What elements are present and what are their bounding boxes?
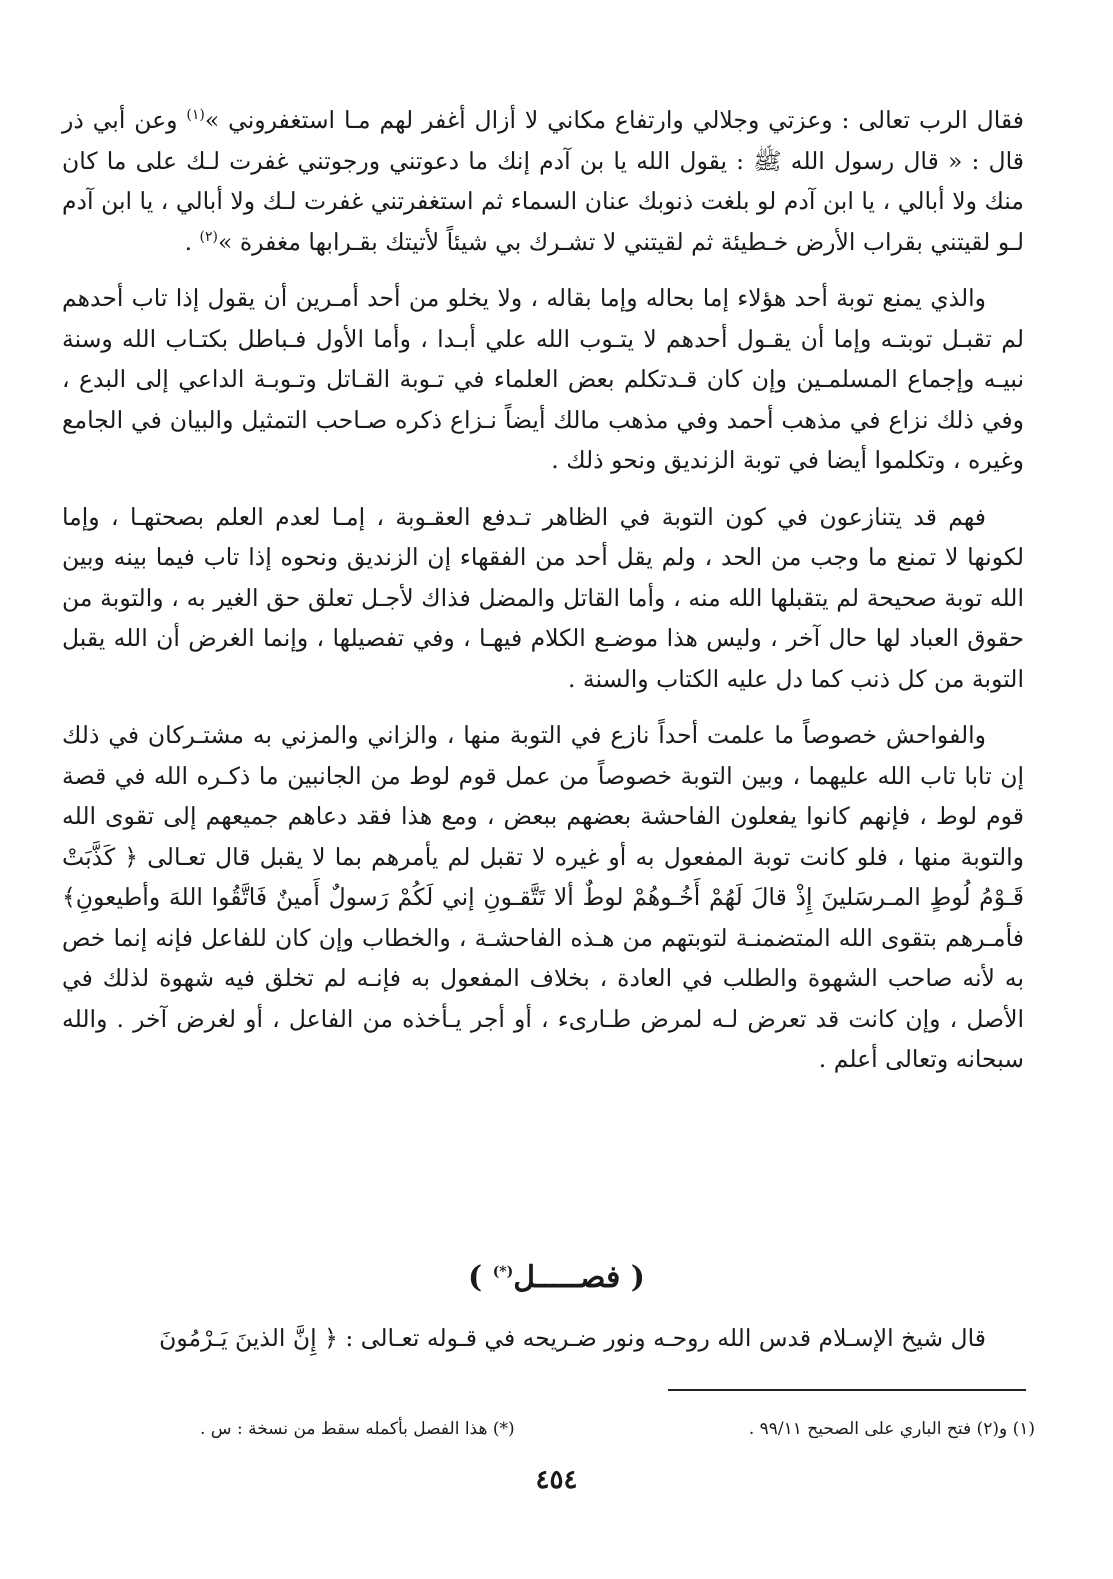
body-text <box>62 100 1024 1080</box>
page-number: ٤٥٤ <box>535 1465 578 1495</box>
paragraph-1-part-c: . <box>184 227 200 256</box>
paragraph-2: والذي يمنع توبة أحد هؤلاء إما بحاله وإما بقاله ، ولا يخلو من أحد أمـرين أن يقول إذا تاب أحدهم لم تقبـل توبتـه وإما أن يقـول أحدهم لا يتـوب الله علي أبـدا ، وأما الأول فـباطل بكتـاب الله وسنة نبيـه وإجماع المسلمـين وإن كان قـدتكلم بعض العلماء في تـوبة القـاتل وتـوبـة الداعي إلى البدع ، وفي ذلك نزاع في مذهب أحمد وفي مذهب مالك أيضاً نـزاع ذكره صـاحب التمثيل والبيان في الجامع وغيره ، وتكلموا أيضا في توبة الزنديق ونحو ذلك . <box>62 284 1024 474</box>
paragraph-1-part-b: وعن أبي ذر قال : « قال رسول الله ﷺ : يقول الله يا بن آدم إنك ما دعوتني ورجوتني غفرت لـك على ما كان منك ولا أبالي ، يا ابن آدم لو بلغت ذنوبك عنان السماء ثم استغفرتني غفرت لـك ولا أبالي ، يا ابن آدم لـو لقيتني بقراب الأرض خـطيئة ثم لقيتني لا تشـرك بي شيئاً لأتيتك بقـرابها مغفرة » <box>62 106 1024 256</box>
footnote-ref-2: (٢) <box>199 228 218 245</box>
footnote-1-2: (١) و(٢) فتح الباري على الصحيح ٩٩/١١ . <box>748 1419 1035 1439</box>
paragraph-1 <box>62 100 1024 262</box>
section-heading <box>0 1260 1113 1295</box>
paragraph-4: والفواحش خصوصاً ما علمت أحداً نازع في التوبة منها ، والزاني والمزني به مشتـركان في ذلك إن تابا تاب الله عليهما ، وبين التوبة خصوصاً من عمل قوم لوط من الجانبين ما ذكـره الله في قصة قوم لوط ، فإنهم كانوا يفعلون الفاحشة بعضهم ببعض ، ومع هذا فقد دعاهم جميعهم إلى تقوى الله والتوبة منها ، فلو كانت توبة المفعول به أو غيره لا تقبل لم يأمرهم بما لا يقبل قال تعـالى ﴿ كَذَّبَتْ قَـوْمُ لُوطٍ المـرسَلينَ إِذْ قالَ لَهُمْ أَخُـوهُمْ لوطٌ ألا تَتَّقـونِ إني لَكُمْ رَسولٌ أَمينٌ فَاتَّقُوا اللهَ وأطيعونِ﴾ فأمـرهم بتقوى الله المتضمنـة لتوبتهم من هـذه الفاحشـة ، والخطاب وإن كان للفاعل فإنه إنما خص به لأنه صاحب الشهوة والطلب في العادة ، بخلاف المفعول به فإنـه لم تخلق فيه شهوة لذلك في الأصل ، وإن كانت قد تعرض لـه لمرض طـارىء ، أو أجر يـأخذه من الفاعل ، أو لغرض آخر . والله سبحانه وتعالى أعلم . <box>62 721 1024 1073</box>
section-heading-close: ) <box>468 1260 493 1295</box>
section-opening <box>62 1318 1024 1359</box>
footnote-ref-1: (١) <box>186 107 205 124</box>
paragraph-3: فهم قد يتنازعون في كون التوبة في الظاهر تـدفع العقـوبة ، إمـا لعدم العلم بصحتهـا ، وإما لكونها لا تمنع ما وجب من الحد ، ولم يقل أحد من الفقهاء إن الزنديق ونحوه إذا تاب فيما بينه وبين الله توبة صحيحة لم يتقبلها الله منه ، وأما القاتل والمضل فذاك لأجـل تعلق حق الغير به ، والتوبة من حقوق العباد لها حال آخر ، وليس هذا موضـع الكلام فيهـا ، وفي تفصيلها ، وإنما الغرض أن الله يقبل التوبة من كل ذنب كما دل عليه الكتاب والسنة . <box>62 502 1024 693</box>
section-heading-footnote-ref: (*) <box>492 1264 514 1280</box>
paragraph-1-part-a: فقال الرب تعالى : وعزتي وجلالي وارتفاع مكاني لا أزال أغفر لهم مـا استغفروني » <box>204 106 1024 134</box>
footnote-star: (*) هذا الفصل بأكمله سقط من نسخة : س . <box>200 1419 515 1439</box>
footnote-divider <box>668 1389 1026 1391</box>
section-heading-text: ( فصـــــل <box>513 1260 645 1295</box>
section-opening-line: قال شيخ الإسـلام قدس الله روحـه ونور ضـريحه في قـوله تعـالى : ﴿ إِنَّ الذينَ يَـرْمُونَ <box>159 1324 986 1352</box>
